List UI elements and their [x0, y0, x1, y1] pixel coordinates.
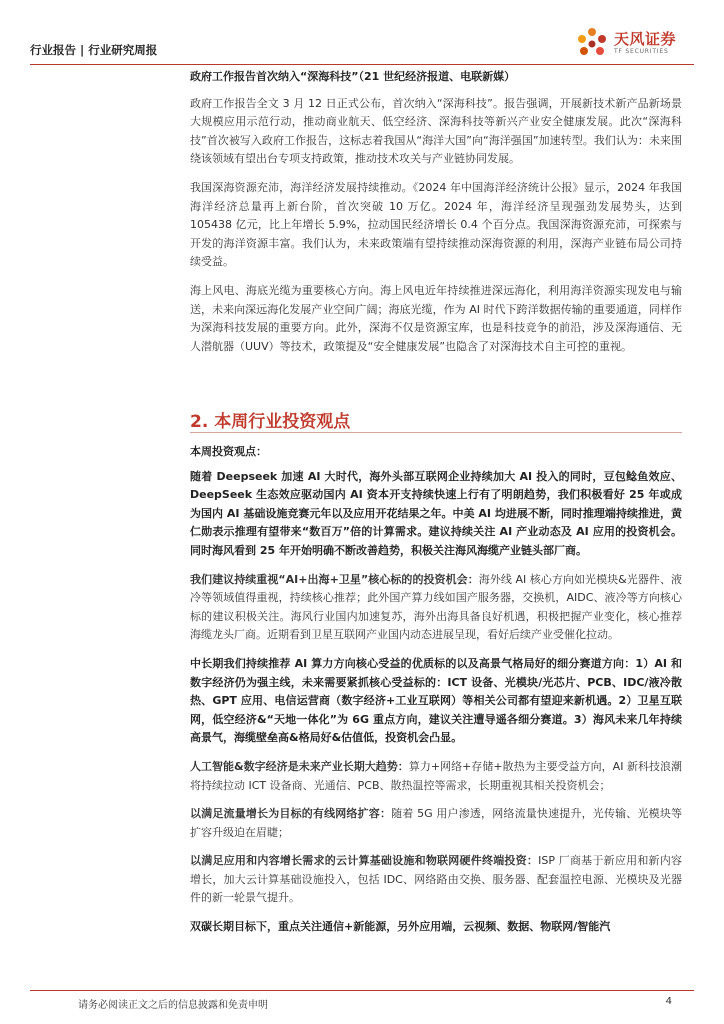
- views-paragraph-3: 中长期我们持续推荐 AI 算力方向核心受益的优质标的以及高景气格局好的细分赛道方向：1）AI 和数字经济仍为强主线，未来需要紧抓核心受益标的：ICT 设备、光模块/光芯片、PCB、IDC/液冷散热、GPT 应用、电信运营商（数字经济+工业互联网）等相关公司都有望迎来新机遇。2）卫星互联网，低空经济&“天地一体化”为 6G 重点方向，建议关注遭导遥各细分赛道。3）海风未来几年持续高景气，海缆壁垒高&格局好&估值低，投资机会凸显。: [190, 656, 682, 745]
- views-paragraph-2-lead: 我们建议持续重视“AI+出海+卫星”核心标的的投资机会：: [190, 572, 479, 586]
- intro-paragraph-2: 我国深海资源充沛，海洋经济发展持续推动。《2024 年中国海洋经济统计公报》显示，2024 年我国海洋经济总量再上新台阶，首次突破 10 万亿。2024 年，海洋经济呈现强劲发展势头，达到 105438 亿元，比上年增长 5.9%，拉动国民经济增长 0.4 个百分点。我国深海资源充沛，可探索与开发的海洋资源丰富。我们认为，未来政策端有望持续推动深海资源的利用，深海产业链布局公司持续受益。: [190, 180, 682, 269]
- logo-subtitle: TF SECURITIES: [614, 48, 669, 55]
- views-paragraph-2: [190, 571, 682, 645]
- views-paragraph-4: [190, 758, 682, 795]
- header-divider: [30, 64, 694, 65]
- page-number: 4: [665, 996, 672, 1007]
- intro-paragraph-1: 政府工作报告全文 3 月 12 日正式公布，首次纳入“深海科技”。报告强调，开展新技术新产品新场景大规模应用示范行动，推动商业航天、低空经济、深海科技等新兴产业安全健康发展。此次“深海科技”首次被写入政府工作报告，这标志着我国从“海洋大国”向“海洋强国”加速转型。我们认为：未来围绕该领域有望出台专项支持政策，推动技术攻关与产业链协同发展。: [190, 96, 682, 166]
- views-paragraph-6: [190, 852, 682, 908]
- views-paragraph-1: 随着 Deepseek 加速 AI 大时代，海外头部互联网企业持续加大 AI 投入的同时，豆包鲶鱼效应、DeepSeek 生态效应驱动国内 AI 资本开支持续快速上行有了明朗趋势，我们积极看好 25 年或成为国内 AI 基础设施竞赛元年以及应用开花结果之年。中美 AI 均进展不断，同时推理端持续推进，黄仁勋表示推理有望带来“数百万”倍的计算需求。建议持续关注 AI 产业动态及 AI 应用的投资机会。同时海风看到 25 年开始明确不断改善趋势，积极关注海风海缆产业链头部厂商。: [190, 469, 682, 557]
- report-category-header: 行业报告 | 行业研究周报: [30, 43, 158, 57]
- section-divider: [190, 432, 682, 433]
- intro-block: [190, 68, 682, 366]
- views-paragraph-4-lead: 人工智能&数字经济是未来产业长期大趋势：: [190, 759, 409, 773]
- views-paragraph-5-lead: 以满足流量增长为目标的有线网络扩容：: [190, 807, 392, 821]
- views-paragraph-7: 双碳长期目标下，重点关注通信+新能源，另外应用端，云视频、数据、物联网/智能汽: [190, 920, 611, 934]
- logo-name: 天风证券: [614, 30, 677, 48]
- views-subheading: 本周投资观点：: [190, 445, 267, 458]
- views-paragraph-6-lead: 以满足应用和内容增长需求的云计算基础设施和物联网硬件终端投资：: [190, 854, 539, 868]
- footer-divider: [30, 990, 694, 991]
- views-paragraph-4-body: 算力+网络+存储+散热为主要受益方向，AI 新科技浪潮将持续拉动 ICT 设备商、光通信、PCB、散热温控等需求，长期重视其相关投资机会；: [190, 759, 682, 792]
- footer-disclaimer: 请务必阅读正文之后的信息披露和免责申明: [78, 1000, 268, 1011]
- views-paragraph-5-body: 随着 5G 用户渗透，网络流量快速提升，光传输、光模块等扩容升级迫在眉睫；: [190, 807, 683, 839]
- news-headline: 政府工作报告首次纳入“深海科技”（21 世纪经济报道、电联新媒）: [190, 70, 516, 83]
- tf-securities-logo: [574, 26, 698, 62]
- section-title: 2. 本周行业投资观点: [190, 412, 351, 432]
- views-paragraph-6-body: ISP 厂商基于新应用和新内容增长，加大云计算基础设施投入，包括 IDC、网络路由交换、服务器、配套温控电源、光模块及光器件的新一轮景气提升。: [190, 854, 683, 905]
- views-paragraph-5: [190, 805, 682, 842]
- logo-flower-icon: [574, 26, 610, 62]
- views-paragraph-2-body: 海外线 AI 核心方向如光模块&光器件、液冷等领域值得重视，持续核心推荐；此外国产算力线如国产服务器，交换机，AIDC、液冷等方向核心标的建议积极关注。海风行业国内加速复苏，海外出海具备良好机遇，积极把握产业变化，核心推荐海缆龙头厂商。近期看到卫星互联网产业国内动态进展呈现，看好后续产业受催化拉动。: [190, 572, 683, 642]
- intro-paragraph-3: 海上风电、海底光缆为重要核心方向。海上风电近年持续推进深远海化，利用海洋资源实现发电与输送，未来向深远海化发展产业空间广阔；海底光缆，作为 AI 时代下跨洋数据传输的重要通道，同样作为深海科技发展的重要方向。此外，深海不仅是资源宝库，也是科技竞争的前沿，涉及深海通信、无人潜航器（UUV）等技术，政策提及“安全健康发展”也隐含了对深海技术自主可控的重视。: [190, 283, 682, 353]
- investment-views-block: [190, 443, 682, 947]
